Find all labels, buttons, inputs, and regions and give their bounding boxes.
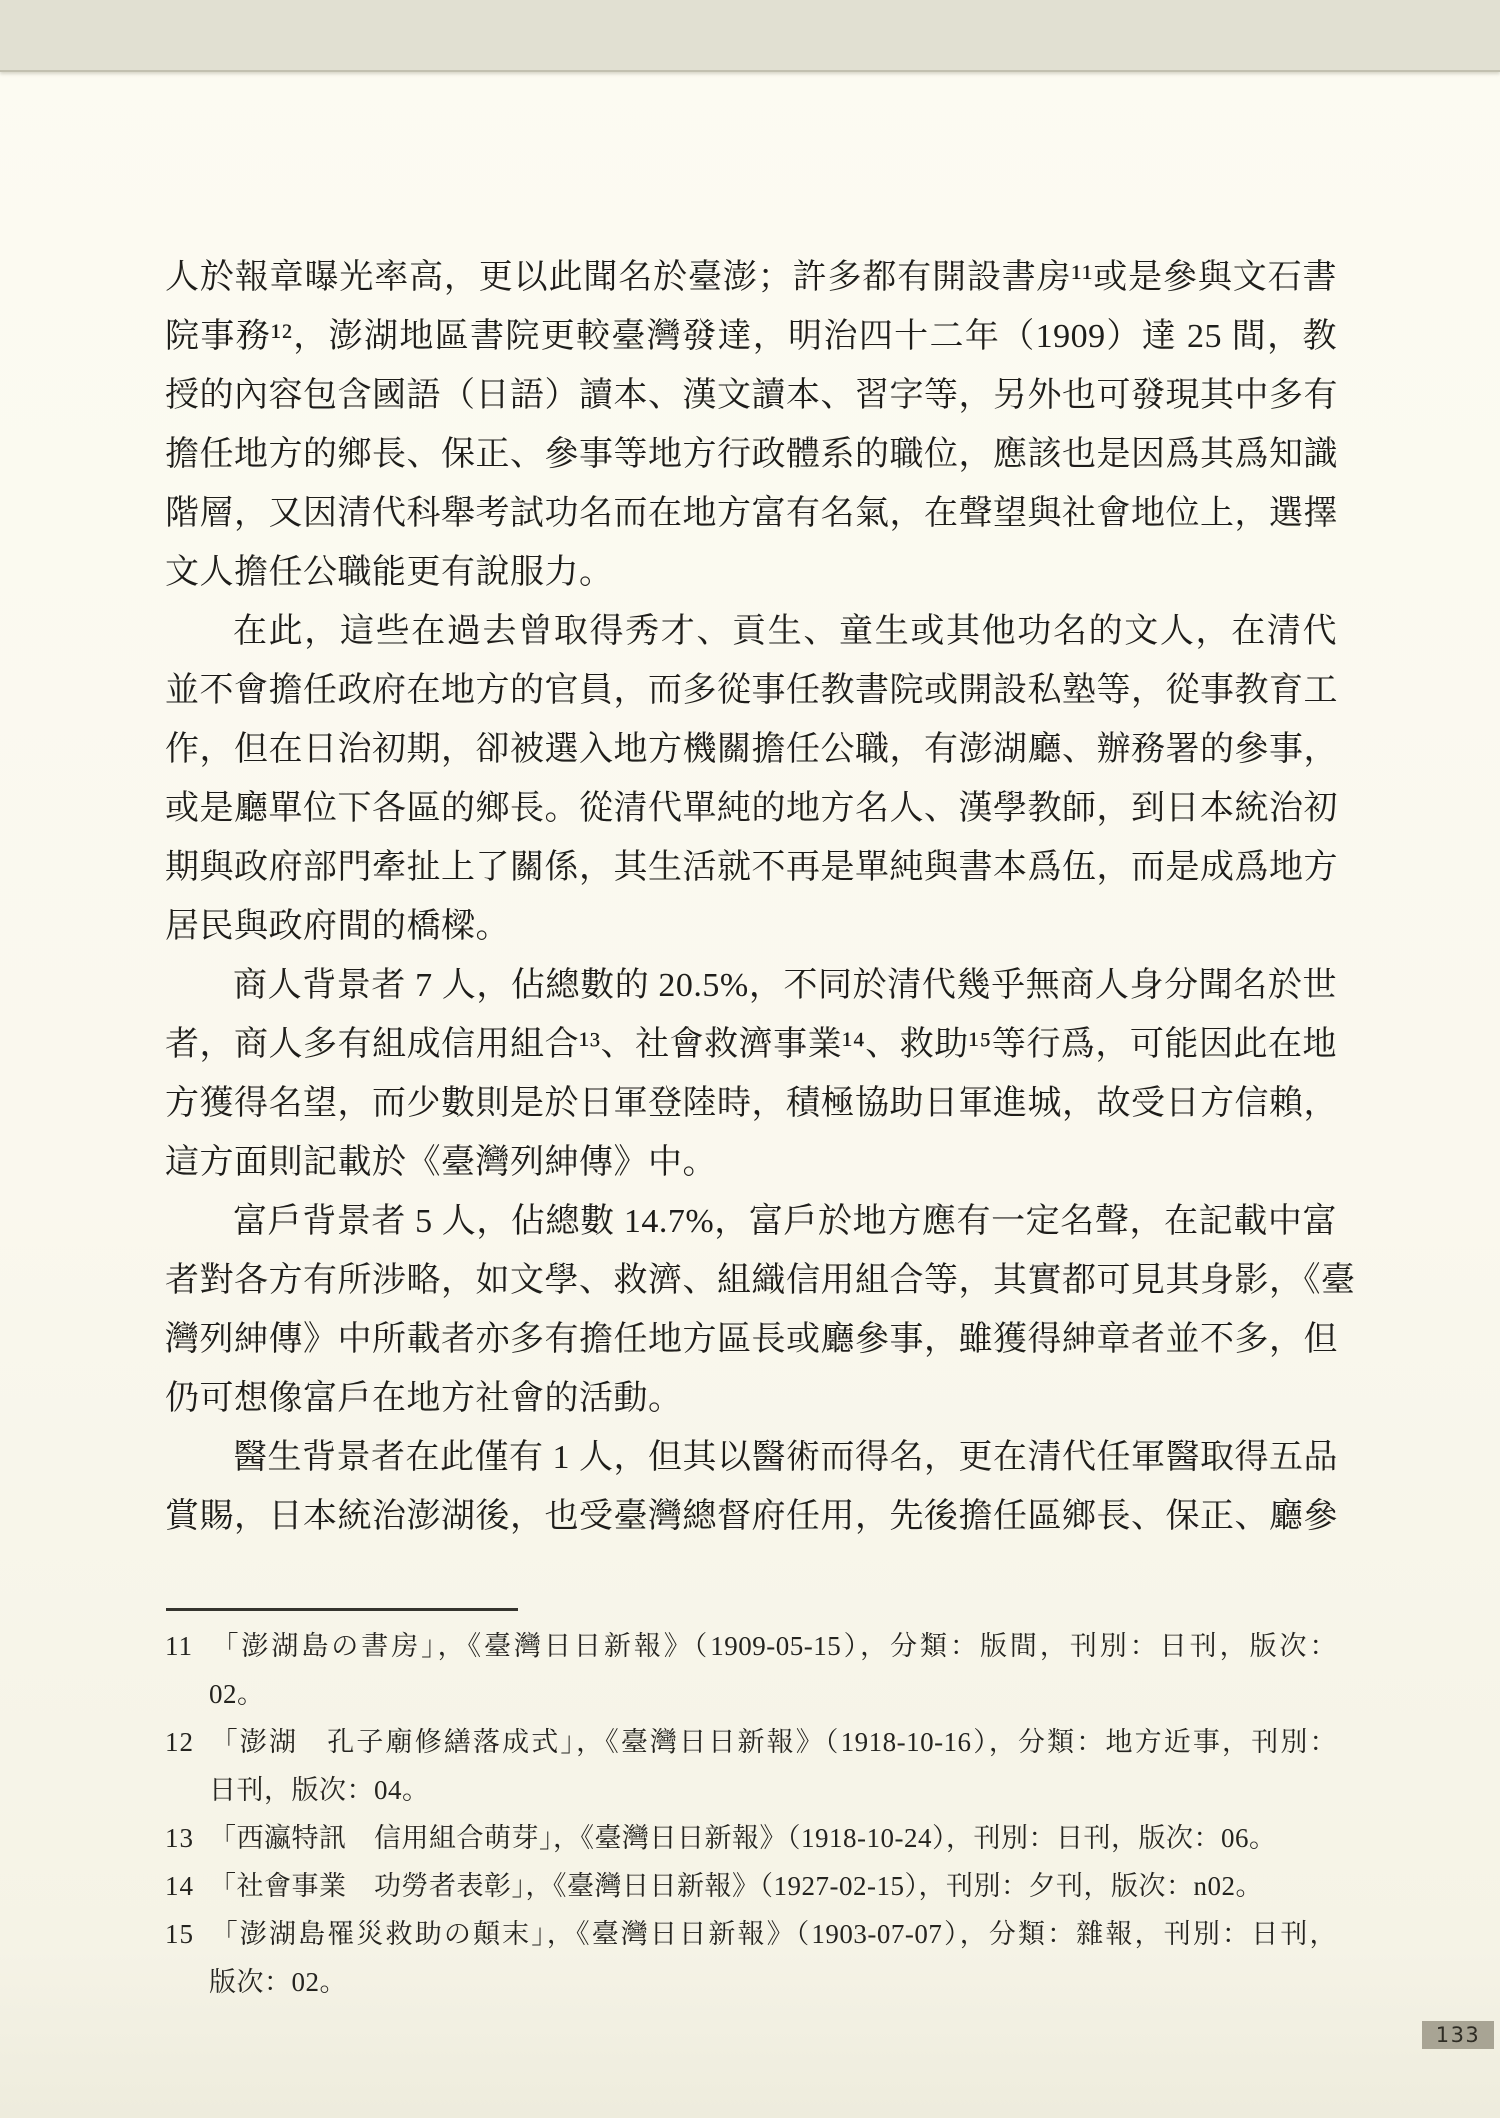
footnote-line [165,1718,1337,1766]
footnote-line [165,1910,1337,1958]
body-text-line: 這方面則記載於《臺灣列紳傳》中。 [165,1144,717,1181]
body-text-line: 醫生背景者在此僅有 1 人，但其以醫術而得名，更在清代任軍醫取得五品 [233,1439,1338,1476]
body-text-line: 者對各方有所涉略，如文學、救濟、組織信用組合等，其實都可見其身影，《臺 [165,1262,1356,1299]
body-text-line: 作，但在日治初期，卻被選入地方機關擔任公職，有澎湖廳、辦務署的參事， [165,731,1338,768]
body-text-line: 在此，這些在過去曾取得秀才、貢生、童生或其他功名的文人，在清代 [233,613,1337,650]
body-text-line: 擔任地方的鄉長、保正、參事等地方行政體系的職位，應該也是因爲其爲知識 [165,436,1338,473]
footnote-text: 日刊，版次：04。 [209,1775,430,1805]
footnote-separator [166,1608,518,1611]
body-text-line: 居民與政府間的橋樑。 [165,908,510,945]
body-text-line: 授的內容包含國語（日語）讀本、漢文讀本、習字等，另外也可發現其中多有 [165,377,1338,414]
body-text-line: 文人擔任公職能更有說服力。 [165,554,614,591]
footnote-text: 版次：02。 [209,1967,347,1997]
body-text-line: 者，商人多有組成信用組合¹³、社會救濟事業¹⁴、救助¹⁵等行爲，可能因此在地 [165,1026,1337,1063]
footnote-line [165,1670,1337,1718]
body-text-line: 賞賜，日本統治澎湖後，也受臺灣總督府任用，先後擔任區鄉長、保正、廳參 [165,1498,1338,1535]
footnote-number: 15 [165,1919,194,1949]
page-number-badge: 133 [1422,2021,1494,2049]
footnote-number: 14 [165,1871,194,1901]
footnote-line [165,1958,1337,2006]
body-text-line: 並不會擔任政府在地方的官員，而多從事任教書院或開設私塾等，從事教育工 [165,672,1338,709]
footnote-text: 「社會事業 功勞者表彰」，《臺灣日日新報》（1927-02-15），刊別：夕刊，版次：n02。 [209,1871,1263,1901]
footnote-text: 「西瀛特訊 信用組合萌芽」，《臺灣日日新報》（1918-10-24），刊別：日刊，版次：06。 [209,1823,1277,1853]
body-text [165,248,1356,1546]
body-text-line: 階層，又因清代科舉考試功名而在地方富有名氣，在聲望與社會地位上，選擇 [165,495,1338,532]
footnote-text: 「澎湖島の書房」，《臺灣日日新報》（1909-05-15），分類：版間，刊別：日刊，版次： [209,1631,1337,1661]
footnote-number: 12 [165,1727,194,1757]
scan-top-strip [0,0,1500,72]
body-text-line: 方獲得名望，而少數則是於日軍登陸時，積極協助日軍進城，故受日方信賴， [165,1085,1338,1122]
footnotes [165,1622,1337,2006]
body-text-line: 灣列紳傳》中所載者亦多有擔任地方區長或廳參事，雖獲得紳章者並不多，但 [165,1321,1338,1358]
footnote-text: 02。 [209,1679,265,1709]
body-text-line: 仍可想像富戶在地方社會的活動。 [165,1380,683,1417]
footnote-line [165,1814,1337,1862]
body-text-line: 商人背景者 7 人，佔總數的 20.5%，不同於清代幾乎無商人身分聞名於世 [233,967,1337,1004]
body-text-line: 期與政府部門牽扯上了關係，其生活就不再是單純與書本爲伍，而是成爲地方 [165,849,1338,886]
footnote-line [165,1862,1337,1910]
footnote-number: 13 [165,1823,194,1853]
footnote-text: 「澎湖 孔子廟修繕落成式」，《臺灣日日新報》（1918-10-16），分類：地方近事，刊別： [209,1727,1337,1757]
body-text-line: 或是廳單位下各區的鄉長。從清代單純的地方名人、漢學教師，到日本統治初 [165,790,1338,827]
footnote-text: 「澎湖島罹災救助の顛末」，《臺灣日日新報》（1903-07-07），分類：雜報，刊別：日刊， [209,1919,1337,1949]
body-text-line: 富戶背景者 5 人，佔總數 14.7%，富戶於地方應有一定名聲，在記載中富 [233,1203,1337,1240]
footnote-line [165,1766,1337,1814]
body-text-line: 院事務¹²，澎湖地區書院更較臺灣發達，明治四十二年（1909）達 25 間，教 [165,318,1337,355]
footnote-line [165,1622,1337,1670]
body-text-line: 人於報章曝光率高，更以此聞名於臺澎；許多都有開設書房¹¹或是參與文石書 [165,259,1337,296]
footnote-number: 11 [165,1631,193,1661]
